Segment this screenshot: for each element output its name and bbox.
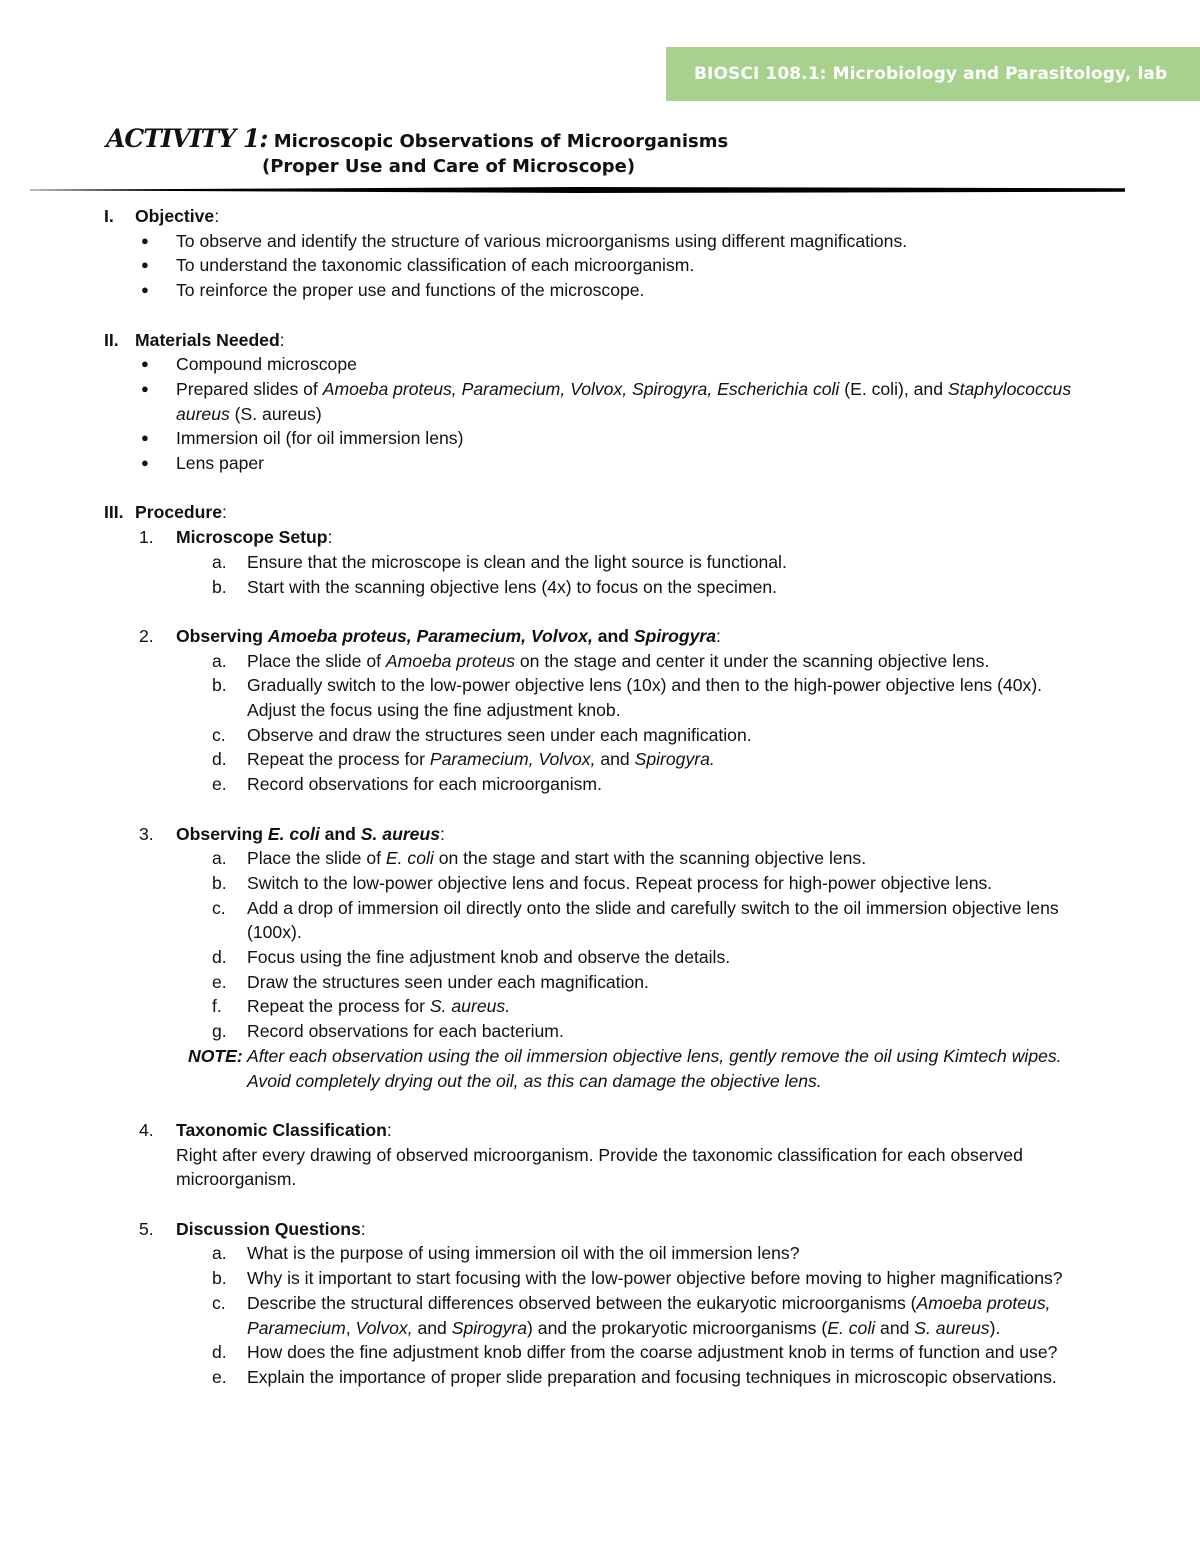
section-number: I.: [104, 206, 114, 226]
objective-text: To understand the taxonomic classification of each microorganism.: [176, 255, 695, 276]
step-number: 4.: [139, 1119, 154, 1140]
discussion-question: a. What is the purpose of using immersion oil with the oil immersion lens?: [104, 1241, 1104, 1266]
material-text: Prepared slides of Amoeba proteus, Paramecium, Volvox, Spirogyra, Escherichia coli (E. coli), and Staphylococcus aureus (S. aureus): [176, 378, 1072, 424]
substep-text: Observe and draw the structures seen under each magnification.: [247, 724, 752, 745]
objective-item: [104, 278, 1104, 303]
substep-text: Place the slide of Amoeba proteus on the stage and center it under the scanning objective lens.: [247, 650, 990, 671]
bullet-icon: ●: [141, 455, 149, 471]
substep-text: Repeat the process for S. aureus.: [247, 996, 511, 1017]
substep-text: Draw the structures seen under each magnification.: [247, 971, 649, 992]
bullet-icon: ●: [141, 356, 149, 372]
section-title: Objective: [135, 206, 215, 226]
substep-text: Record observations for each microorganism.: [247, 774, 602, 795]
substep: g. Record observations for each bacterium.: [104, 1019, 1104, 1044]
taxonomy-instructions: Right after every drawing of observed microorganism. Provide the taxonomic classification for each observed microorganism.: [176, 1144, 1023, 1190]
section-objective-heading: [104, 204, 1104, 229]
substep: b. Start with the scanning objective lens (4x) to focus on the specimen.: [104, 575, 1104, 600]
procedure-step-heading: 5. Discussion Questions:: [104, 1217, 1104, 1242]
step-title: Observing Amoeba proteus, Paramecium, Volvox, and Spirogyra:: [176, 625, 721, 646]
substep: b. Switch to the low-power objective lens and focus. Repeat process for high-power objective lens.: [104, 871, 1104, 896]
section-title: Materials Needed: [135, 329, 280, 350]
procedure-step-heading: 1. Microscope Setup:: [104, 525, 1104, 550]
procedure-step-heading: 4. Taxonomic Classification:: [104, 1118, 1104, 1143]
substep-text: Start with the scanning objective lens (4x) to focus on the specimen.: [247, 576, 778, 597]
question-text: Why is it important to start focusing with the low-power objective before moving to higher magnifications?: [247, 1268, 1063, 1289]
substep-text: Record observations for each bacterium.: [247, 1021, 564, 1042]
discussion-question: b. Why is it important to start focusing with the low-power objective before moving to higher magnifications?: [104, 1266, 1104, 1291]
bullet-icon: ●: [141, 282, 149, 298]
bullet-icon: ●: [141, 257, 149, 273]
material-text: Immersion oil (for oil immersion lens): [176, 428, 464, 449]
material-item: [104, 426, 1104, 451]
safety-note: [104, 1044, 1104, 1069]
substep: a. Place the slide of E. coli on the stage and start with the scanning objective lens.: [104, 846, 1104, 871]
bullet-icon: ●: [141, 232, 149, 248]
activity-title-main: Microscopic Observations of Microorganisms: [267, 131, 729, 152]
note-label: NOTE:: [188, 1045, 243, 1066]
substep: a. Place the slide of Amoeba proteus on the stage and center it under the scanning objective lens.: [104, 649, 1104, 674]
substep: a. Ensure that the microscope is clean and the light source is functional.: [104, 550, 1104, 575]
step-number: 1.: [139, 527, 154, 548]
substep-text: Ensure that the microscope is clean and the light source is functional.: [247, 551, 787, 572]
objective-item: [104, 253, 1104, 278]
step-title: Taxonomic Classification: [176, 1119, 387, 1140]
substep: e. Draw the structures seen under each magnification.: [104, 970, 1104, 995]
section-number: III.: [104, 502, 124, 523]
document-body: [104, 204, 1104, 1390]
bullet-icon: ●: [141, 380, 149, 396]
section-procedure-heading: [104, 500, 1104, 525]
note-text: After each observation using the oil immersion objective lens, gently remove the oil using Kimtech wipes.: [242, 1045, 1062, 1066]
course-label: BIOSCI 108.1: Microbiology and Parasitology, lab: [694, 64, 1168, 84]
substep: f. Repeat the process for S. aureus.: [104, 994, 1104, 1019]
step-title: Observing E. coli and S. aureus:: [176, 823, 445, 844]
step-number: 2.: [139, 625, 154, 646]
objective-text: To reinforce the proper use and functions of the microscope.: [176, 280, 645, 301]
activity-label: ACTIVITY 1:: [106, 124, 268, 153]
substep: e. Record observations for each microorganism.: [104, 772, 1104, 797]
section-title: Procedure: [135, 502, 223, 523]
material-item: [104, 451, 1104, 476]
step-number: 3.: [139, 823, 154, 844]
objective-text: To observe and identify the structure of various microorganisms using different magnifications.: [176, 230, 908, 251]
bullet-icon: ●: [141, 430, 149, 446]
activity-title: [106, 124, 728, 153]
step-title: Microscope Setup: [176, 527, 328, 548]
step-number: 5.: [139, 1218, 154, 1239]
substep: d. Focus using the fine adjustment knob and observe the details.: [104, 945, 1104, 970]
step-title: Discussion Questions: [176, 1218, 361, 1239]
substep: d. Repeat the process for Paramecium, Volvox, and Spirogyra.: [104, 747, 1104, 772]
section-materials-heading: [104, 328, 1104, 353]
question-text: What is the purpose of using immersion oil with the oil immersion lens?: [247, 1243, 800, 1264]
note-text: Avoid completely drying out the oil, as this can damage the objective lens.: [247, 1070, 822, 1091]
procedure-step-heading: [104, 822, 1104, 847]
safety-note-continued: [104, 1069, 1104, 1094]
substep-text: Repeat the process for Paramecium, Volvox, and Spirogyra.: [247, 749, 715, 770]
discussion-question: c. Describe the structural differences observed between the eukaryotic microorganisms (Amoeba proteus, Paramecium, Volvox, and Spirogyra) and the prokaryotic microorganisms (E. coli and S. aureus).: [104, 1291, 1104, 1340]
course-banner: [666, 47, 1200, 101]
colon: :: [222, 502, 227, 523]
question-text: Describe the structural differences observed between the eukaryotic microorganisms (Amoeba proteus, Paramecium, Volvox, and Spirogyra) and the prokaryotic microorganisms (E. coli and S. aureus).: [247, 1292, 1051, 1338]
substep-text: Add a drop of immersion oil directly onto the slide and carefully switch to the oil immersion objective lens (100x).: [247, 897, 1059, 943]
substep-text: Gradually switch to the low-power objective lens (10x) and then to the high-power objective lens (40x). Adjust the focus using the fine adjustment knob.: [247, 675, 1043, 721]
material-item: [104, 377, 1104, 426]
objective-item: [104, 229, 1104, 254]
question-text: Explain the importance of proper slide preparation and focusing techniques in microscopic observations.: [247, 1366, 1057, 1387]
colon: :: [279, 329, 285, 350]
activity-subtitle: (Proper Use and Care of Microscope): [262, 156, 636, 177]
substep: c. Add a drop of immersion oil directly onto the slide and carefully switch to the oil immersion objective lens (100x).: [104, 896, 1104, 945]
question-text: How does the fine adjustment knob differ from the coarse adjustment knob in terms of function and use?: [247, 1342, 1058, 1363]
material-text: Lens paper: [176, 453, 265, 474]
substep: c. Observe and draw the structures seen under each magnification.: [104, 723, 1104, 748]
title-divider: [30, 187, 1125, 193]
discussion-question: e. Explain the importance of proper slide preparation and focusing techniques in microscopic observations.: [104, 1365, 1104, 1390]
procedure-step-heading: [104, 624, 1104, 649]
discussion-question: d. How does the fine adjustment knob differ from the coarse adjustment knob in terms of function and use?: [104, 1340, 1104, 1365]
substep-text: Focus using the fine adjustment knob and observe the details.: [247, 947, 731, 968]
substep-text: Switch to the low-power objective lens and focus. Repeat process for high-power objective lens.: [247, 872, 993, 893]
colon: :: [214, 206, 220, 226]
section-number: II.: [104, 329, 119, 350]
substep: b. Gradually switch to the low-power objective lens (10x) and then to the high-power objective lens (40x). Adjust the focus using the fine adjustment knob.: [104, 673, 1104, 722]
material-item: [104, 352, 1104, 377]
substep-text: Place the slide of E. coli on the stage and start with the scanning objective lens.: [247, 848, 867, 869]
material-text: Compound microscope: [176, 354, 357, 375]
